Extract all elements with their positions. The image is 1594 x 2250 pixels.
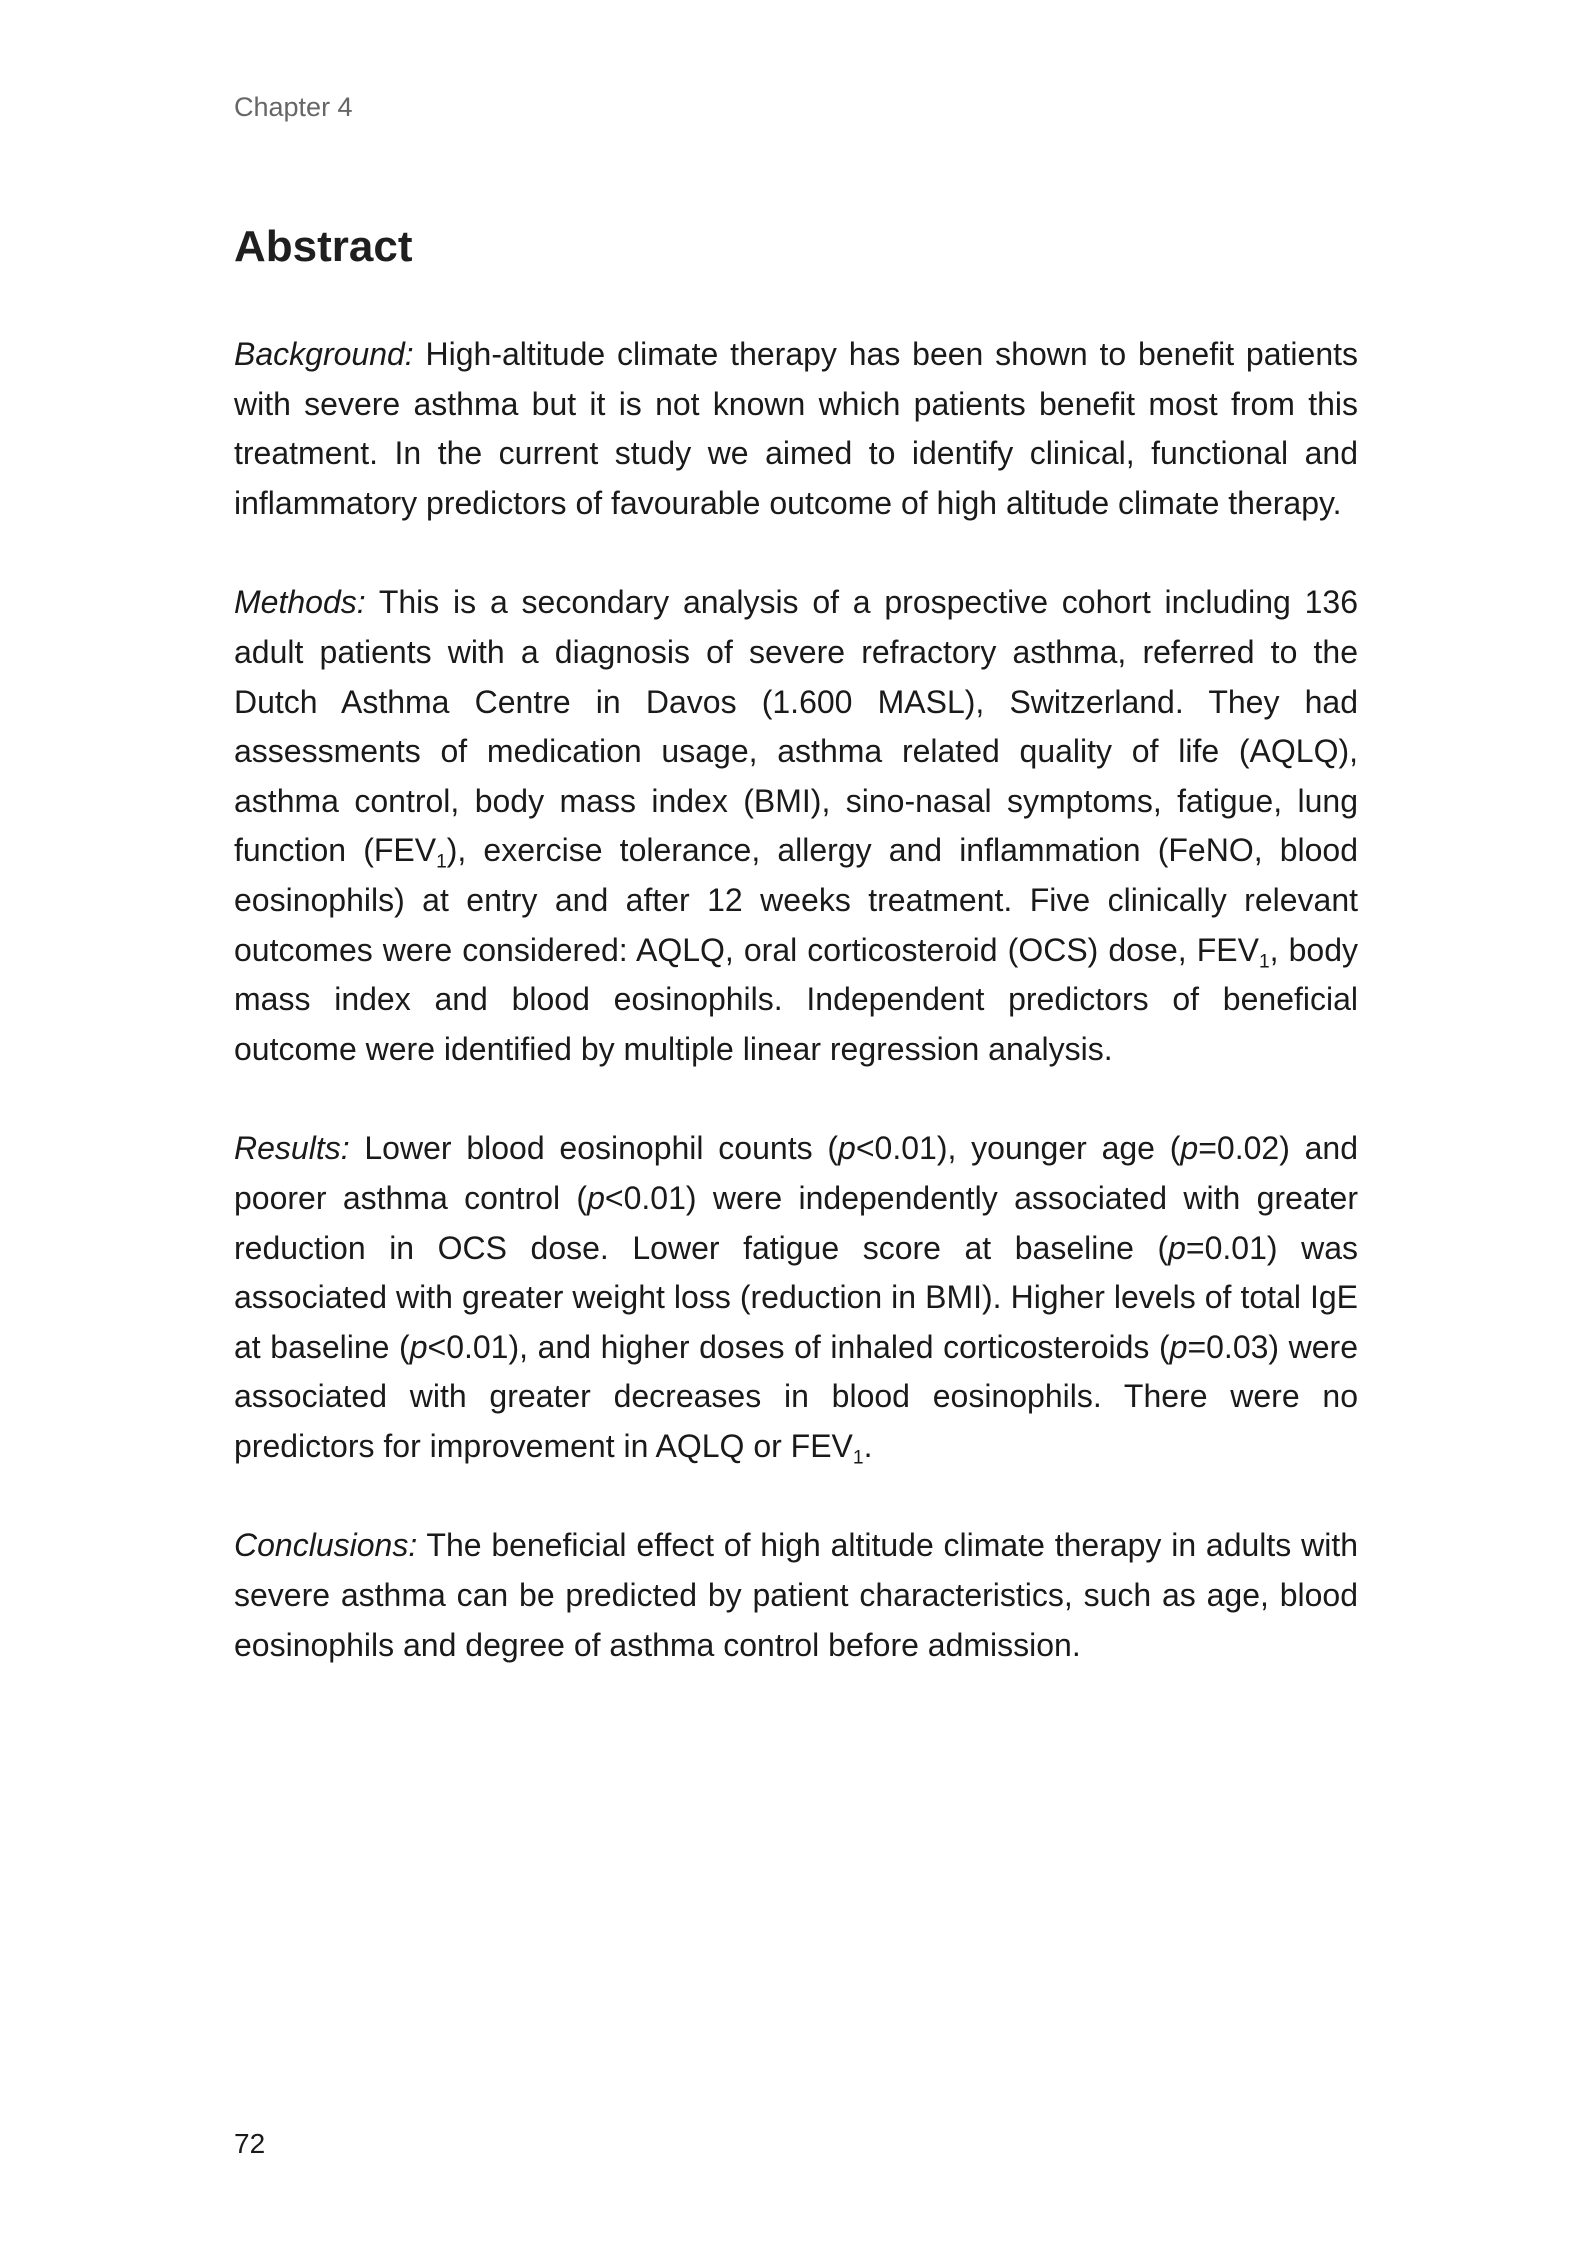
results-subscript-1: 1 [852, 1447, 864, 1469]
methods-paragraph [234, 578, 1358, 1074]
methods-text-3: , body mass index and blood eosinophils. Independent predictors of beneficial outcome were identified by multiple linear regression analysis. [234, 931, 1359, 1067]
methods-subscript-1: 1 [436, 852, 447, 874]
results-text-3: =0.02) and poorer asthma control ( [234, 1130, 1359, 1216]
running-header: Chapter 4 [234, 92, 353, 122]
p-value-symbol: p [1168, 1229, 1186, 1266]
p-value-symbol: p [587, 1179, 605, 1216]
abstract-heading: Abstract [234, 222, 413, 271]
p-value-symbol: p [1180, 1130, 1199, 1167]
results-paragraph [234, 1124, 1358, 1471]
results-text-5: =0.01) was associated with greater weight loss (reduction in BMI). Higher levels of total IgE at baseline ( [234, 1229, 1358, 1365]
background-label: Background: [234, 336, 414, 372]
p-value-symbol: p [1169, 1328, 1188, 1365]
background-text: High-altitude climate therapy has been shown to benefit patients with severe asthma but it is not known which patients benefit most from this treatment. In the current study we aimed to identify clinical, functional and inflammatory predictors of favourable outcome of high altitude climate therapy. [234, 336, 1358, 521]
methods-label: Methods: [234, 584, 366, 621]
methods-subscript-2: 1 [1258, 951, 1270, 973]
results-text-6: <0.01), and higher doses of inhaled corticosteroids ( [427, 1328, 1170, 1365]
methods-text-2: ), exercise tolerance, allergy and inflammation (FeNO, blood eosinophils) at entry and after 12 weeks treatment. Five clinically relevant outcomes were considered: AQLQ, oral corticosteroid (OCS) dose, FEV [234, 832, 1358, 968]
p-value-symbol: p [838, 1130, 856, 1167]
results-text-1: Lower blood eosinophil counts ( [349, 1130, 839, 1167]
methods-text-1: This is a secondary analysis of a prospective cohort including 136 adult patients with a diagnosis of severe refractory asthma, referred to the Dutch Asthma Centre in Davos (1.600 MASL), Switzerland. They had assessments of medication usage, asthma related quality of life (AQLQ), asthma control, body mass index (BMI), sino-nasal symptoms, fatigue, lung function (FEV [234, 584, 1358, 869]
results-text-8: . [863, 1427, 873, 1464]
abstract-body [234, 330, 1358, 1720]
conclusions-label: Conclusions: [234, 1527, 418, 1564]
results-text-2: <0.01), younger age ( [855, 1130, 1181, 1167]
conclusions-paragraph [234, 1521, 1358, 1670]
background-paragraph [234, 330, 1358, 528]
conclusions-text: The beneficial effect of high altitude climate therapy in adults with severe asthma can be predicted by patient characteristics, such as age, blood eosinophils and degree of asthma control before admission. [234, 1527, 1358, 1663]
results-label: Results: [234, 1130, 350, 1167]
p-value-symbol: p [409, 1328, 428, 1365]
results-text-7: =0.03) were associated with greater decreases in blood eosinophils. There were no predictors for improvement in AQLQ or FEV [234, 1328, 1358, 1464]
results-text-4: <0.01) were independently associated with greater reduction in OCS dose. Lower fatigue score at baseline ( [234, 1179, 1359, 1266]
page-number: 72 [234, 2128, 266, 2159]
